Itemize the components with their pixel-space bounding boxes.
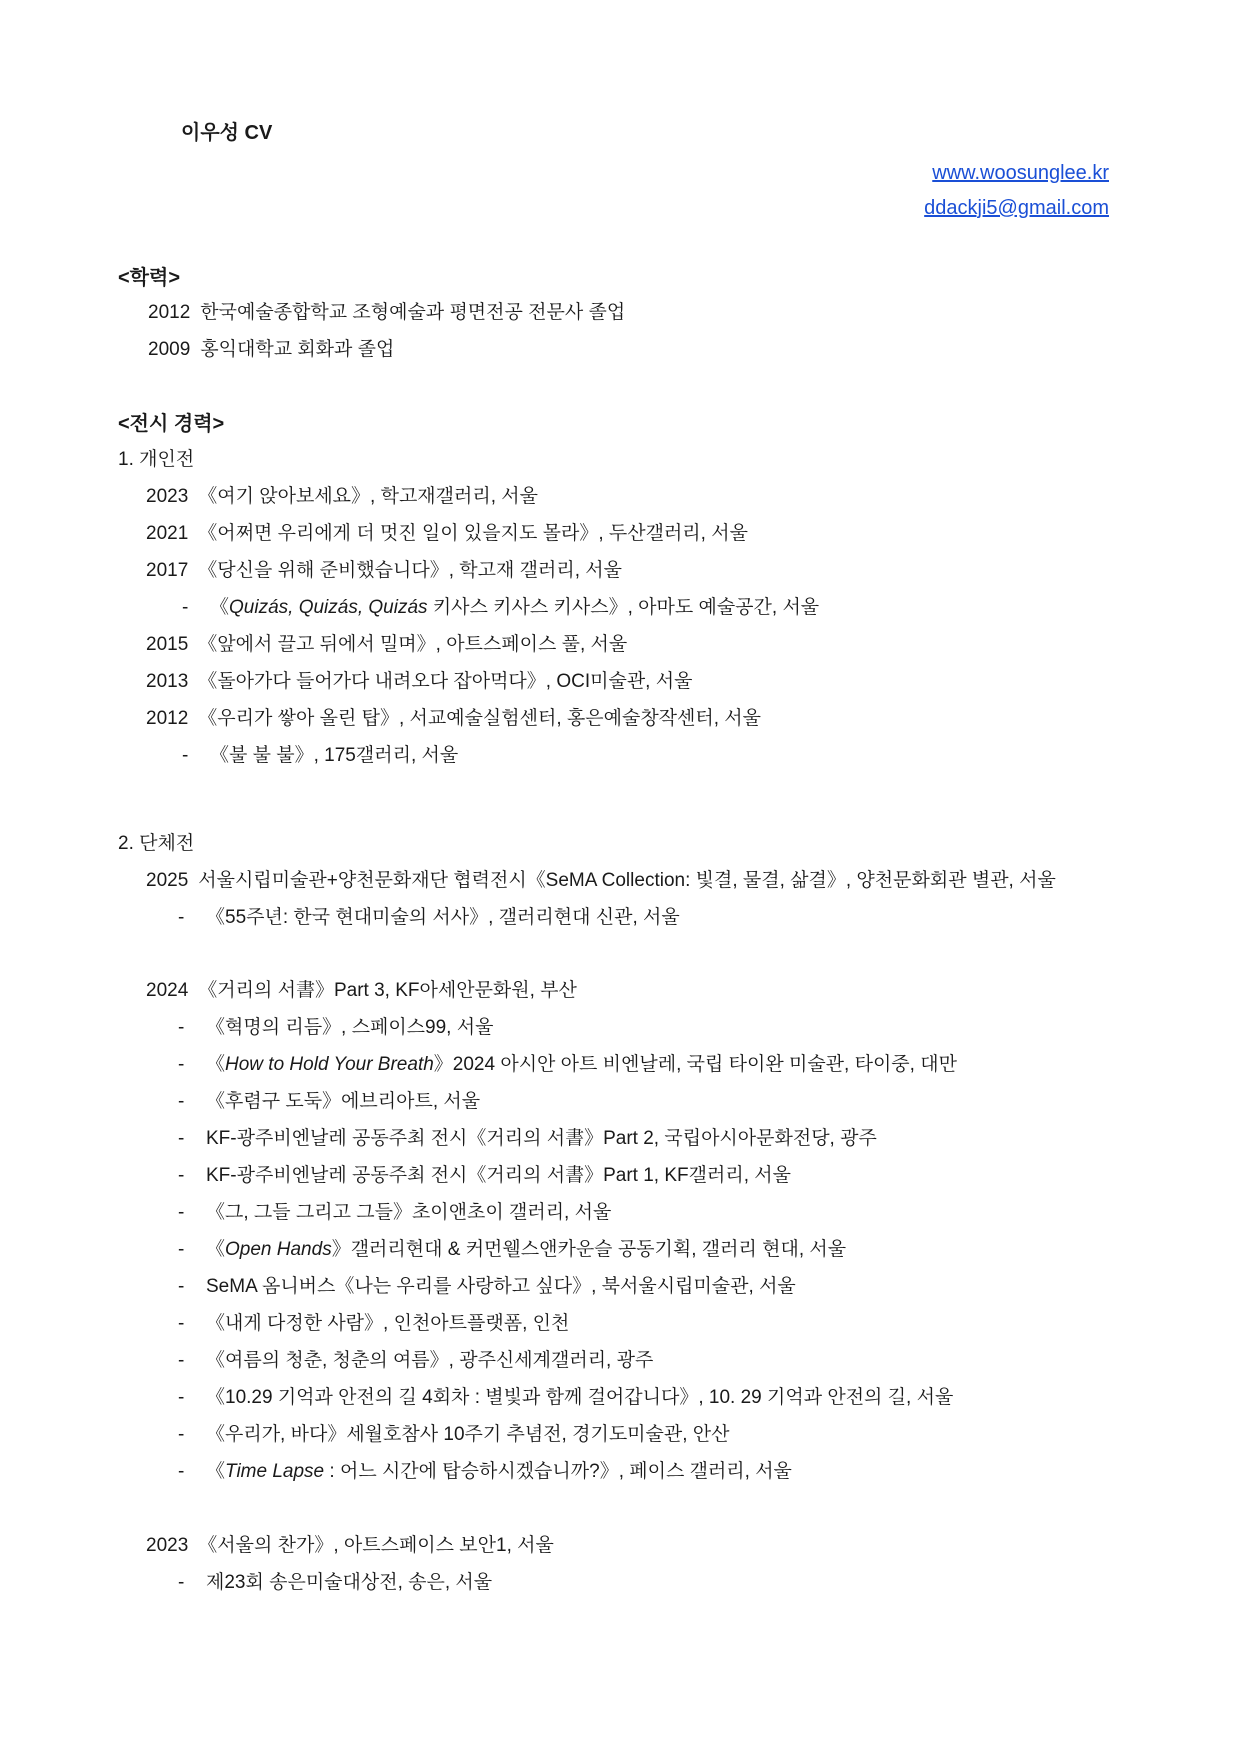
group-item xyxy=(178,1419,730,1446)
group-text: 《우리가, 바다》세월호참사 10주기 추념전, 경기도미술관, 안산 xyxy=(206,1424,730,1445)
group-year: 2024 xyxy=(146,980,189,1001)
group-text: 《후렴구 도둑》에브리아트, 서울 xyxy=(206,1091,481,1112)
solo-year: 2023 xyxy=(146,486,189,507)
list-dash: - xyxy=(178,1239,185,1260)
solo-heading: 1. 개인전 xyxy=(118,449,195,470)
education-text: 홍익대학교 회화과 졸업 xyxy=(200,339,395,360)
group-text: KF-광주비엔날레 공동주최 전시《거리의 서書》Part 1, KF갤러리, 서울 xyxy=(206,1165,791,1186)
group-text-post: 》갤러리현대 & 커먼웰스앤카운슬 공동기획, 갤러리 현대, 서울 xyxy=(331,1239,847,1260)
solo-text-italic: Quizás, Quizás, Quizás xyxy=(229,597,428,618)
group-text-italic: Time Lapse xyxy=(225,1461,325,1482)
group-text: 《55주년: 한국 현대미술의 서사》, 갤러리현대 신관, 서울 xyxy=(206,907,680,928)
list-dash: - xyxy=(178,1128,185,1149)
group-text-post: 》2024 아시안 아트 비엔날레, 국립 타이완 미술관, 타이중, 대만 xyxy=(433,1054,957,1075)
solo-text: 《어쩌면 우리에게 더 멋진 일이 있을지도 몰라》, 두산갤러리, 서울 xyxy=(198,523,748,544)
group-item xyxy=(178,1123,877,1150)
group-item xyxy=(146,865,1056,892)
group-item xyxy=(178,1012,493,1039)
group-text: 《내게 다정한 사람》, 인천아트플랫폼, 인천 xyxy=(206,1313,570,1334)
group-text: SeMA 옴니버스《나는 우리를 사랑하고 싶다》, 북서울시립미술관, 서울 xyxy=(206,1276,796,1297)
list-dash: - xyxy=(178,1387,185,1408)
list-dash: - xyxy=(182,745,189,766)
group-text: 《그, 그들 그리고 그들》초이앤초이 갤러리, 서울 xyxy=(206,1202,612,1223)
list-dash: - xyxy=(178,1461,185,1482)
solo-item xyxy=(146,555,622,582)
group-item xyxy=(178,1234,846,1261)
group-item xyxy=(178,1271,796,1298)
group-item xyxy=(178,1456,792,1483)
solo-text: 《여기 앉아보세요》, 학고재갤러리, 서울 xyxy=(198,486,538,507)
group-text-italic: Open Hands xyxy=(225,1239,332,1260)
solo-year: 2015 xyxy=(146,634,189,655)
group-year: 2025 xyxy=(146,870,189,891)
contact-links xyxy=(924,156,1109,226)
group-text: 《10.29 기억과 안전의 길 4회차 : 별빛과 함께 걸어갑니다》, 10. 29 기억과 안전의 길, 서울 xyxy=(206,1387,954,1408)
group-text: 서울시립미술관+양천문화재단 협력전시《SeMA Collection: 빛결, 물결, 삶결》, 양천문화회관 별관, 서울 xyxy=(198,870,1056,891)
solo-year: 2012 xyxy=(146,708,189,729)
group-text: 《거리의 서書》Part 3, KF아세안문화원, 부산 xyxy=(198,980,577,1001)
solo-item xyxy=(146,666,692,693)
solo-year: 2021 xyxy=(146,523,189,544)
list-dash: - xyxy=(178,1017,185,1038)
group-item xyxy=(178,1049,957,1076)
group-item xyxy=(178,902,680,929)
group-text-pre: 《 xyxy=(206,1239,226,1260)
group-item xyxy=(178,1197,611,1224)
group-item xyxy=(178,1567,492,1594)
education-year: 2012 xyxy=(148,302,191,323)
education-heading: <학력> xyxy=(118,267,180,289)
education-item xyxy=(148,334,394,361)
solo-item xyxy=(146,481,538,508)
list-dash: - xyxy=(182,597,189,618)
group-year: 2023 xyxy=(146,1535,189,1556)
list-dash: - xyxy=(178,1313,185,1334)
group-text: 《서울의 찬가》, 아트스페이스 보안1, 서울 xyxy=(198,1535,554,1556)
group-item xyxy=(178,1308,569,1335)
group-text-post: : 어느 시간에 탑승하시겠습니까?》, 페이스 갤러리, 서울 xyxy=(324,1461,792,1482)
list-dash: - xyxy=(178,907,185,928)
list-dash: - xyxy=(178,1054,185,1075)
solo-year: 2013 xyxy=(146,671,189,692)
group-item xyxy=(178,1160,791,1187)
group-item xyxy=(178,1086,480,1113)
solo-text-post: 키사스 키사스 키사스》, 아마도 예술공간, 서울 xyxy=(427,597,820,618)
list-dash: - xyxy=(178,1091,185,1112)
email-link[interactable]: ddackji5@gmail.com xyxy=(924,197,1109,219)
group-heading: 2. 단체전 xyxy=(118,833,195,854)
solo-year: 2017 xyxy=(146,560,189,581)
solo-item xyxy=(182,740,458,767)
solo-text: 《당신을 위해 준비했습니다》, 학고재 갤러리, 서울 xyxy=(198,560,622,581)
group-text: 제23회 송은미술대상전, 송은, 서울 xyxy=(206,1572,493,1593)
group-text-italic: How to Hold Your Breath xyxy=(225,1054,434,1075)
solo-item xyxy=(146,703,761,730)
solo-text: 《앞에서 끌고 뒤에서 밀며》, 아트스페이스 풀, 서울 xyxy=(198,634,628,655)
education-text: 한국예술종합학교 조형예술과 평면전공 전문사 졸업 xyxy=(200,302,626,323)
group-text-pre: 《 xyxy=(206,1054,226,1075)
education-year: 2009 xyxy=(148,339,191,360)
solo-text-pre: 《 xyxy=(210,597,230,618)
solo-item xyxy=(146,629,627,656)
solo-text: 《돌아가다 들어가다 내려오다 잡아먹다》, OCI미술관, 서울 xyxy=(198,671,693,692)
group-text: 《여름의 청춘, 청춘의 여름》, 광주신세계갤러리, 광주 xyxy=(206,1350,654,1371)
exhibitions-heading: <전시 경력> xyxy=(118,413,225,435)
list-dash: - xyxy=(178,1350,185,1371)
group-item xyxy=(178,1382,953,1409)
group-item xyxy=(146,975,577,1002)
education-item xyxy=(148,297,625,324)
group-item xyxy=(146,1530,554,1557)
website-link[interactable]: www.woosunglee.kr xyxy=(932,162,1109,184)
list-dash: - xyxy=(178,1572,185,1593)
group-text: KF-광주비엔날레 공동주최 전시《거리의 서書》Part 2, 국립아시아문화전당, 광주 xyxy=(206,1128,877,1149)
list-dash: - xyxy=(178,1165,185,1186)
list-dash: - xyxy=(178,1202,185,1223)
group-item xyxy=(178,1345,653,1372)
solo-item xyxy=(146,518,748,545)
list-dash: - xyxy=(178,1424,185,1445)
solo-item xyxy=(182,592,819,619)
group-text: 《혁명의 리듬》, 스페이스99, 서울 xyxy=(206,1017,494,1038)
solo-text: 《우리가 쌓아 올린 탑》, 서교예술실험센터, 홍은예술창작센터, 서울 xyxy=(198,708,761,729)
group-text-pre: 《 xyxy=(206,1461,226,1482)
solo-text: 《불 불 불》, 175갤러리, 서울 xyxy=(210,745,459,766)
page-title: 이우성 CV xyxy=(181,122,273,144)
list-dash: - xyxy=(178,1276,185,1297)
